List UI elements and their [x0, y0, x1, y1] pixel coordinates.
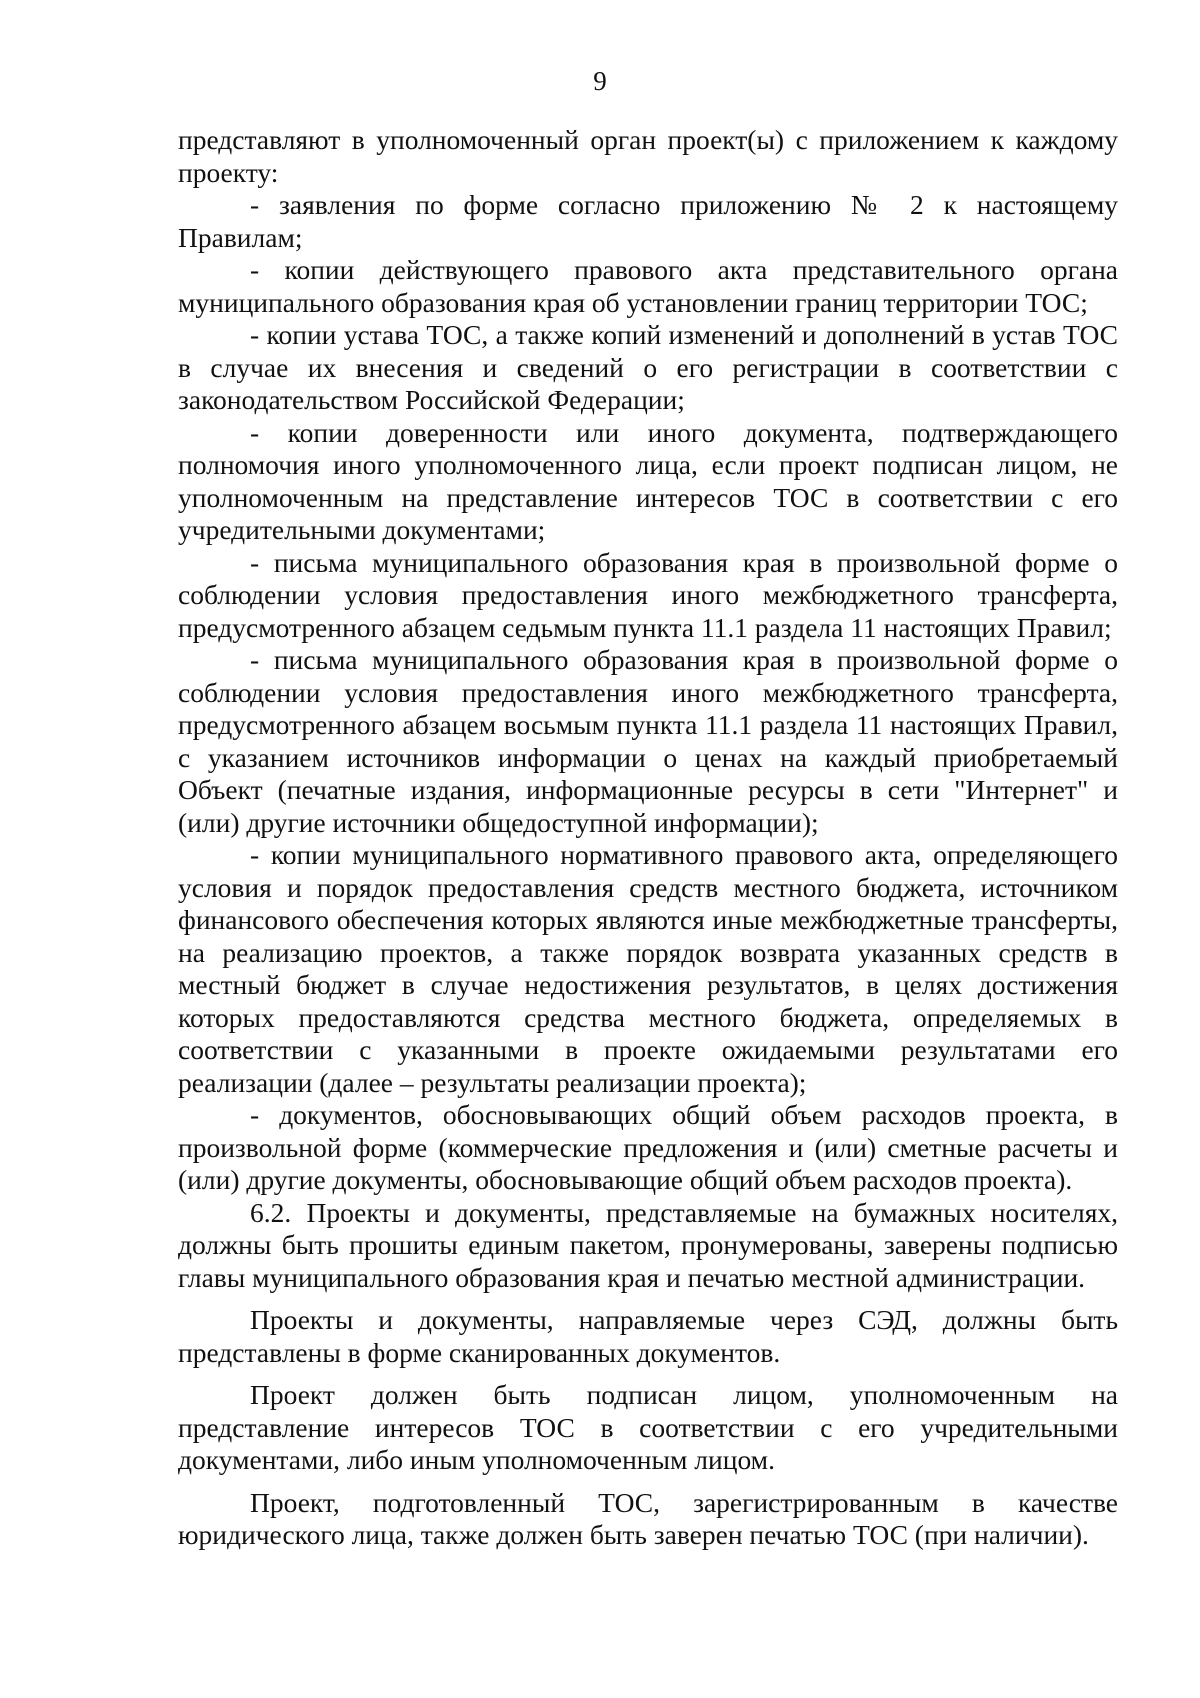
- list-item-letter-seventh: - письма муниципального образования края в произвольной форме о соблюдении условия предоставления иного межбюджетного трансферта, предусмотренного абзацем седьмым пункта 11.1 раздела 11 настоящих Правил;: [178, 546, 1118, 643]
- paragraph-sed: Проекты и документы, направляемые через СЭД, должны быть представлены в форме сканированных документов.: [178, 1304, 1118, 1368]
- paragraph-intro: представляют в уполномоченный орган проект(ы) с приложением к каждому проекту:: [178, 124, 1118, 188]
- list-item-normative-act: - копии муниципального нормативного правового акта, определяющего условия и порядок предоставления средств местного бюджета, источником финансового обеспечения которых являются иные межбюджетные трансферты, на реализацию проектов, а также порядок возврата указанных средств в местный бюджет в случае недостижения результатов, в целях достижения которых предоставляются средства местного бюджета, определяемых в соответствии с указанными в проекте ожидаемыми результатами его реализации (далее – результаты реализации проекта);: [178, 839, 1118, 1098]
- list-item-power-of-attorney: - копии доверенности или иного документа, подтверждающего полномочия иного уполномоченного лица, если проект подписан лицом, не уполномоченным на представление интересов ТОС в соответствии с его учредительными документами;: [178, 416, 1118, 545]
- paragraph-signature: Проект должен быть подписан лицом, уполномоченным на представление интересов ТОС в соответствии с его учредительными документами, либо иным уполномоченным лицом.: [178, 1379, 1118, 1475]
- paragraph-seal: Проект, подготовленный ТОС, зарегистрированным в качестве юридического лица, также должен быть заверен печатью ТОС (при наличии).: [178, 1486, 1118, 1550]
- list-item-letter-eighth: - письма муниципального образования края в произвольной форме о соблюдении условия предоставления иного межбюджетного трансферта, предусмотренного абзацем восьмым пункта 11.1 раздела 11 настоящих Правил, с указанием источников информации о ценах на каждый приобретаемый Объект (печатные издания, информационные ресурсы в сети "Интернет" и (или) другие источники общедоступной информации);: [178, 644, 1118, 838]
- list-item-cost-documents: - документов, обосновывающих общий объем расходов проекта, в произвольной форме (коммерческие предложения и (или) сметные расчеты и (или) другие документы, обосновывающие общий объем расходов проекта).: [178, 1099, 1118, 1195]
- list-item-charter-copy: - копии устава ТОС, а также копий изменений и дополнений в устав ТОС в случае их внесения и сведений о его регистрации в соответствии с законодательством Российской Федерации;: [178, 319, 1118, 415]
- page-number: 9: [593, 66, 607, 96]
- document-body: [178, 124, 1118, 1552]
- paragraph-6-2: 6.2. Проекты и документы, представляемые на бумажных носителях, должны быть прошиты единым пакетом, пронумерованы, заверены подписью главы муниципального образования края и печатью местной администрации.: [178, 1196, 1118, 1293]
- list-item-application: - заявления по форме согласно приложению № 2 к настоящему Правилам;: [178, 189, 1118, 253]
- list-item-legal-act-copy: - копии действующего правового акта представительного органа муниципального образования края об установлении границ территории ТОС;: [178, 254, 1118, 318]
